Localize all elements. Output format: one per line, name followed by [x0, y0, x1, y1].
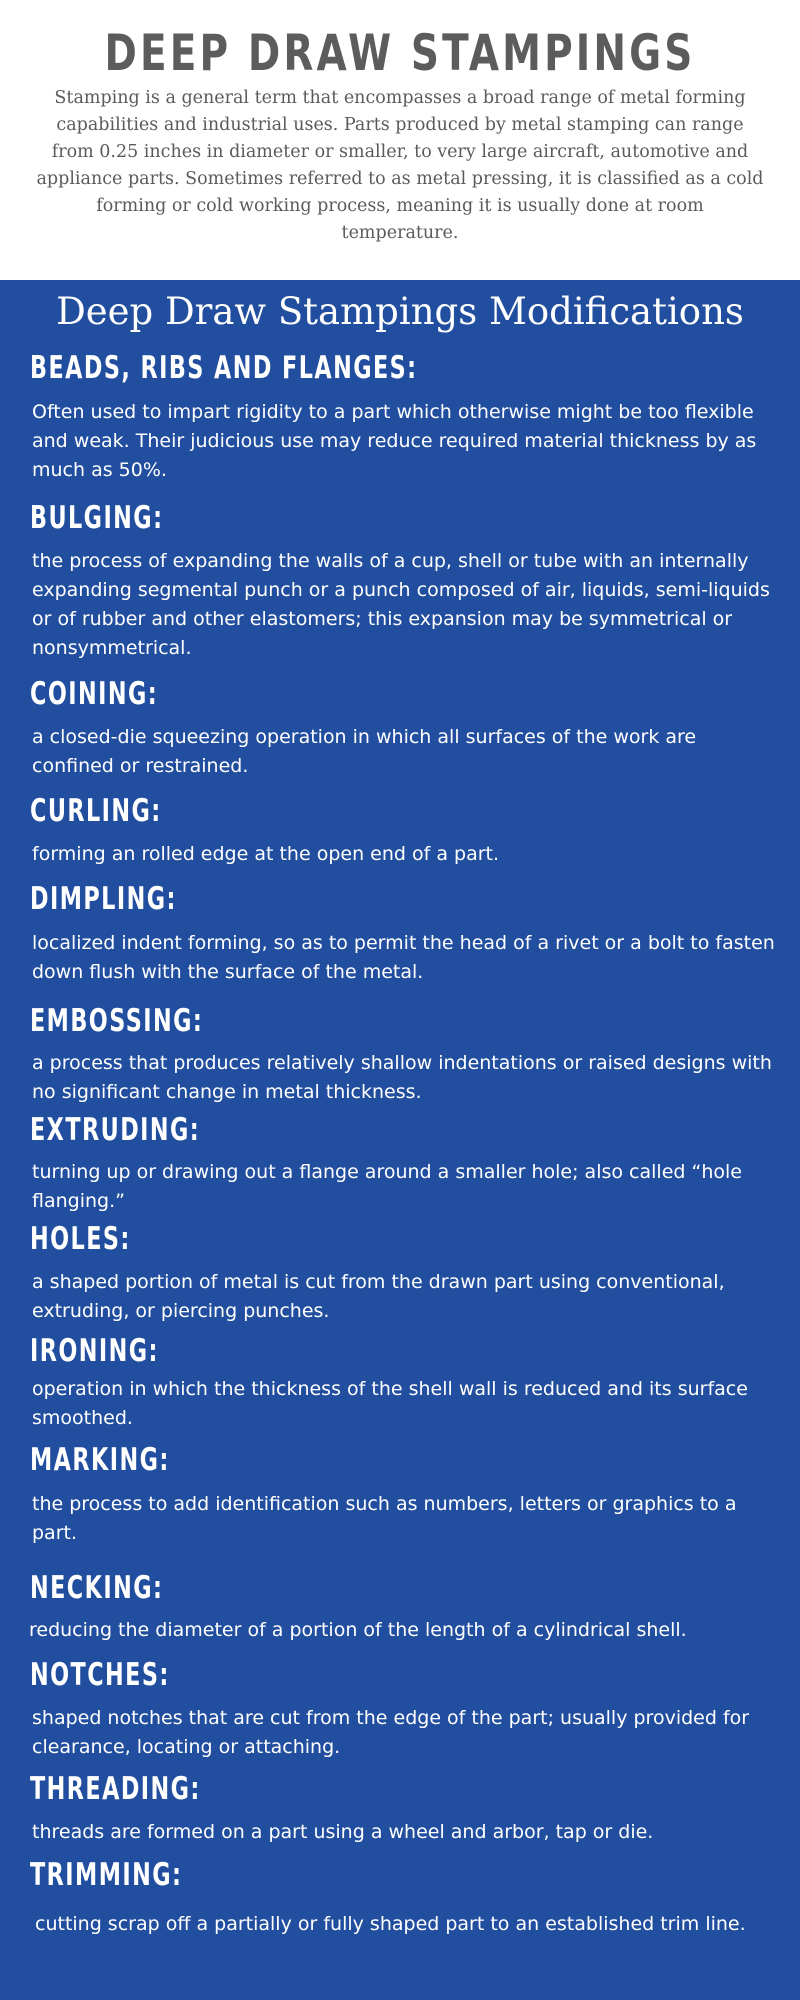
definition-necking: reducing the diameter of a portion of the length of a cylindrical shell.: [29, 1619, 687, 1641]
page-title: DEEP DRAW STAMPINGS: [104, 24, 696, 82]
definition-beads-ribs-flanges: Often used to impart rigidity to a part which otherwise might be too flexible and weak. Their judicious use may reduce required material thickness by as much as 50%.: [32, 401, 757, 481]
term-marking: MARKING:: [30, 1442, 170, 1478]
definition-curling: forming an rolled edge at the open end of a part.: [32, 843, 500, 865]
definition-extruding: turning up or drawing out a flange around a smaller hole; also called “hole flanging.”: [32, 1161, 742, 1212]
term-holes: HOLES:: [30, 1221, 131, 1257]
term-necking: NECKING:: [30, 1570, 164, 1606]
intro-paragraph: Stamping is a general term that encompasses a broad range of metal forming capabilities and industrial uses. Parts produced by metal stamping can range from 0.25 inches in diameter or smaller, to very large aircraft, automotive and appliance parts. Sometimes referred to as metal pressing, it is classified as a cold forming or cold working process, meaning it is usually done at room temperature.: [36, 88, 764, 243]
definition-holes: a shaped portion of metal is cut from the drawn part using conventional, extruding, or piercing punches.: [32, 1271, 725, 1322]
term-extruding: EXTRUDING:: [30, 1112, 201, 1148]
definition-marking: the process to add identification such as numbers, letters or graphics to a part.: [32, 1493, 737, 1544]
term-threading: THREADING:: [30, 1771, 201, 1807]
term-coining: COINING:: [30, 676, 159, 712]
term-embossing: EMBOSSING:: [30, 1003, 204, 1039]
section-title: Deep Draw Stampings Modifications: [56, 290, 744, 333]
definition-dimpling: localized indent forming, so as to permit the head of a rivet or a bolt to fasten down flush with the surface of the metal.: [32, 932, 775, 983]
term-notches: NOTCHES:: [30, 1657, 170, 1693]
term-dimpling: DIMPLING:: [30, 881, 177, 917]
term-curling: CURLING:: [30, 793, 162, 829]
definition-threading: threads are formed on a part using a wheel and arbor, tap or die.: [32, 1821, 654, 1843]
definition-embossing: a process that produces relatively shallow indentations or raised designs with no significant change in metal thickness.: [32, 1052, 772, 1103]
definition-ironing: operation in which the thickness of the shell wall is reduced and its surface smoothed.: [32, 1378, 748, 1429]
definition-coining: a closed-die squeezing operation in which all surfaces of the work are confined or restrained.: [32, 726, 697, 777]
term-beads-ribs-flanges: BEADS, RIBS AND FLANGES:: [30, 350, 418, 386]
definition-bulging: the process of expanding the walls of a cup, shell or tube with an internally expanding segmental punch or a punch composed of air, liquids, semi-liquids or of rubber and other elastomers; this expansion may be symmetrical or nonsymmetrical.: [32, 550, 770, 659]
definition-notches: shaped notches that are cut from the edge of the part; usually provided for clearance, locating or attaching.: [32, 1707, 750, 1758]
definition-trimming: cutting scrap off a partially or fully shaped part to an established trim line.: [35, 1913, 746, 1935]
term-bulging: BULGING:: [30, 500, 164, 536]
term-ironing: IRONING:: [30, 1333, 159, 1369]
term-trimming: TRIMMING:: [30, 1857, 183, 1893]
